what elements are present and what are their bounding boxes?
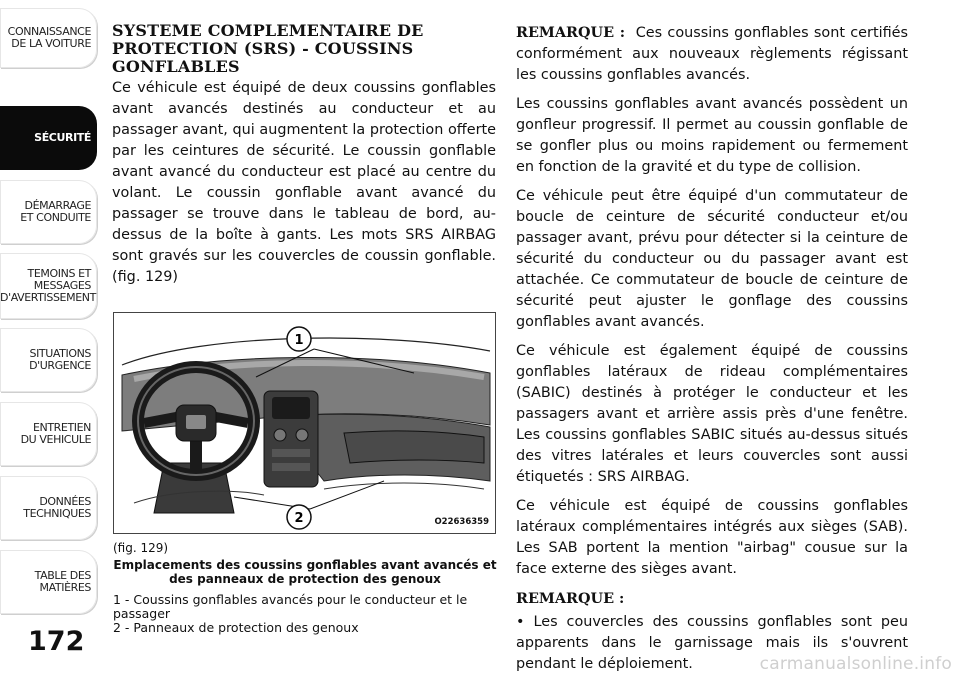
tab-label: SÉCURITÉ (34, 131, 91, 144)
tab-demarrage[interactable] (0, 180, 97, 244)
remark-1-label: REMARQUE : (516, 24, 626, 41)
tab-connaissance[interactable] (0, 8, 97, 68)
paragraph-commutateur: Ce véhicule peut être équipé d'un commutateur de boucle de ceinture de sécurité conducteur et/ou passager avant, prévu pour détecter si la ceinture de sécurité du conducteur ou du passager avant est attachée. Ce commutateur de boucle de ceinture de sécurité peut ajuster le gonflage des coussins gonflables avant avancés. (516, 188, 908, 330)
remark-1-text: Ces coussins gonflables sont certifiés conformément aux nouveaux règlements régissant les coussins gonflables avancés. (516, 25, 908, 83)
tab-label: SITUATIONS D'URGENCE (29, 347, 91, 372)
tab-temoins[interactable] (0, 253, 97, 319)
paragraph-sab: Ce véhicule est équipé de coussins gonflables latéraux complémentaires intégrés aux sièges (SAB). Les SAB portent la mention "airbag" cousue sur la face externe des sièges avant. (516, 498, 908, 577)
remark-1 (516, 22, 908, 86)
tab-table-des-matieres[interactable] (0, 550, 97, 614)
tab-label: CONNAISSANCE DE LA VOITURE (7, 25, 91, 50)
remark-2-label (516, 588, 908, 610)
tab-label: TEMOINS ET MESSAGES D'AVERTISSEMENT (0, 267, 96, 304)
right-column (516, 22, 908, 683)
tab-donnees[interactable] (0, 476, 97, 540)
tab-label: DÉMARRAGE ET CONDUITE (20, 199, 91, 224)
tab-securite[interactable] (0, 106, 97, 170)
figure-caption (113, 541, 497, 635)
tab-entretien[interactable] (0, 402, 97, 466)
dashboard-figure (113, 312, 496, 534)
remark-2-heading: REMARQUE : (516, 590, 625, 607)
section-heading: SYSTEME COMPLEMENTAIRE DE PROTECTION (SRS) - COUSSINS GONFLABLES (112, 21, 424, 76)
page-number: 172 (28, 626, 85, 657)
tab-label: DONNÉES TECHNIQUES (23, 495, 91, 520)
dashboard-illustration (114, 313, 495, 533)
figure-title: Emplacements des coussins gonflables avant avancés et des panneaux de protection des genoux (113, 558, 497, 586)
tab-situations[interactable] (0, 328, 97, 392)
watermark: carmanualsonline.info (759, 654, 952, 674)
paragraph-sabic: Ce véhicule est également équipé de coussins gonflables latéraux de rideau complémentaires (SABIC) destinés à protéger le conducteur et les passagers avant et arrière assis près d'une fenêtre. Les coussins gonflables SABIC situés au-dessus situés des vitres latérales et leurs couvercles sont aussi étiquetés : SRS AIRBAG. (516, 343, 908, 485)
tab-label: TABLE DES MATIÈRES (34, 569, 91, 594)
remark-2-bullet: • Les couvercles des coussins gonflables sont peu apparents dans le garnissage mais ils s'ouvrent pendant le déploiement. (516, 614, 908, 672)
figure-label: (fig. 129) (113, 541, 169, 555)
figure-code: O22636359 (434, 517, 489, 527)
paragraph-gonfleur: Les coussins gonflables avant avancés possèdent un gonfleur progressif. Il permet au coussin gonflable de se gonfler plus ou moins rapidement ou fermement en fonction de la gravité et du type de collision. (516, 96, 908, 175)
callout-2-number: 2 (294, 511, 304, 526)
tab-label: ENTRETIEN DU VEHICULE (20, 421, 91, 446)
legend-item-2: 2 - Panneaux de protection des genoux (113, 620, 359, 635)
intro-paragraph: Ce véhicule est équipé de deux coussins gonflables avant avancés destinés au conducteur et au passager avant, qui augmentent la protection offerte par les ceintures de sécurité. Le coussin gonflable avant avancé du conducteur est placé au centre du volant. Le coussin gonflable avant avancé du passager se trouve dans le tableau de bord, au-dessus de la boîte à gants. Les mots SRS AIRBAG sont gravés sur les couvercles de coussin gonflable. (fig. 129) (112, 80, 496, 285)
legend-item-1: 1 - Coussins gonflables avancés pour le conducteur et le passager (113, 592, 468, 621)
left-column (112, 22, 496, 296)
callout-1-number: 1 (294, 333, 304, 348)
